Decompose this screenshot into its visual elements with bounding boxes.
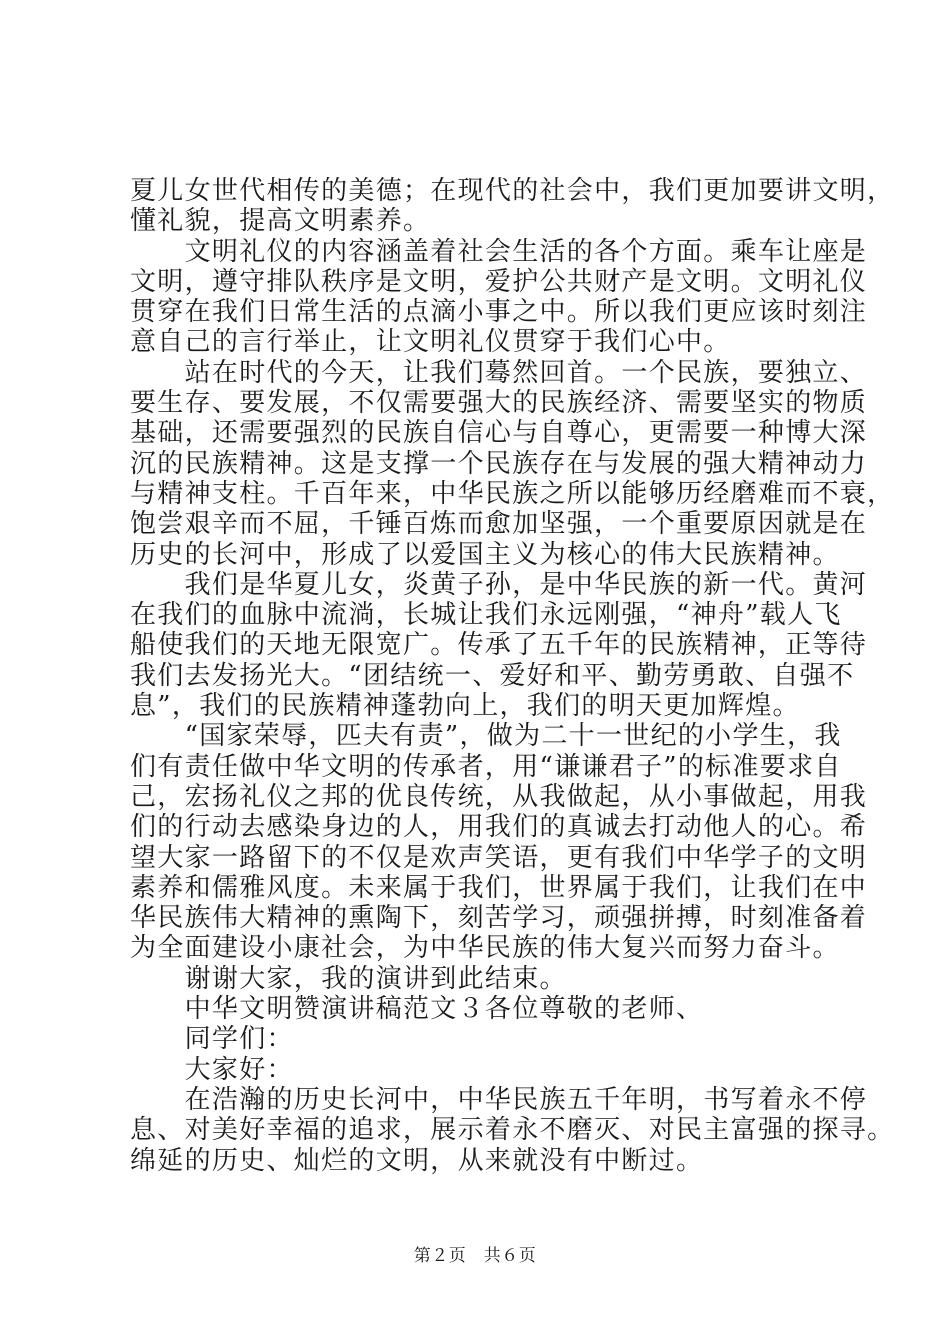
text-line: 我们去发扬光大。“团结统一、爱好和平、勤劳勇敢、自强不 [130,660,855,691]
text-line: 文明，遵守排队秩序是文明，爱护公共财产是文明。文明礼仪 [130,266,868,297]
text-line: 同学们： [130,1024,294,1055]
text-line: 贯穿在我们日常生活的点滴小事之中。所以我们更应该时刻注 [130,297,868,328]
text-line: 素养和儒雅风度。未来属于我们，世界属于我们，让我们在中 [130,872,868,903]
text-line: 为全面建设小康社会，为中华民族的伟大复兴而努力奋斗。 [130,933,840,964]
text-line: 沉的民族精神。这是支撑一个民族存在与发展的强大精神动力 [130,448,868,479]
text-line: 息、对美好幸福的追求，展示着永不磨灭、对民主富强的探寻。 [130,1115,895,1146]
text-line: 与精神支柱。千百年来，中华民族之所以能够历经磨难而不衰， [130,478,895,509]
text-line: 我们是华夏儿女，炎黄子孙，是中华民族的新一代。黄河 [130,569,868,600]
text-line: 基础，还需要强烈的民族自信心与自尊心，更需要一种博大深 [130,418,868,449]
text-line: 在我们的血脉中流淌，长城让我们永远刚强，“神舟”载人飞 [130,600,842,631]
text-line: 意自己的言行举止，让文明礼仪贯穿于我们心中。 [130,327,731,358]
text-line: 华民族伟大精神的熏陶下，刻苦学习，顽强拼搏，时刻准备着 [130,903,868,934]
text-line: 懂礼貌，提高文明素养。 [130,206,431,237]
text-line: 息”，我们的民族精神蓬勃向上，我们的明天更加辉煌。 [130,691,800,722]
text-line: 夏儿女世代相传的美德；在现代的社会中，我们更加要讲文明， [130,176,895,206]
text-line: 们有责任做中华文明的传承者，用“谦谦君子”的标准要求自 [130,751,842,782]
text-line: 要生存、要发展，不仅需要强大的民族经济、需要坚实的物质 [130,388,868,419]
text-line: 文明礼仪的内容涵盖着社会生活的各个方面。乘车让座是 [130,236,868,267]
text-line: 饱尝艰辛而不屈，千锤百炼而愈加坚强，一个重要原因就是在 [130,509,868,540]
text-line: 中华文明赞演讲稿范文３各位尊敬的老师、 [130,994,704,1025]
body-text [130,176,895,1176]
text-line: 大家好： [130,1054,294,1085]
text-line: 谢谢大家，我的演讲到此结束。 [130,963,567,994]
text-line: 历史的长河中，形成了以爱国主义为核心的伟大民族精神。 [130,539,840,570]
text-line: 在浩瀚的历史长河中，中华民族五千年明，书写着永不停 [130,1084,868,1115]
text-line: 们的行动去感染身边的人，用我们的真诚去打动他人的心。希 [130,812,868,843]
page-number-footer: 第２页 共６页 [413,1246,537,1266]
text-line: 己，宏扬礼仪之邦的优良传统，从我做起，从小事做起，用我 [130,781,868,812]
text-line: 站在时代的今天，让我们蓦然回首。一个民族，要独立、 [130,357,868,388]
text-line: “国家荣辱，匹夫有责”，做为二十一世纪的小学生，我 [130,721,842,752]
text-line: 绵延的历史、灿烂的文明，从来就没有中断过。 [130,1145,704,1176]
text-line: 船使我们的天地无限宽广。传承了五千年的民族精神，正等待 [130,630,868,661]
text-line: 望大家一路留下的不仅是欢声笑语，更有我们中华学子的文明 [130,842,868,873]
